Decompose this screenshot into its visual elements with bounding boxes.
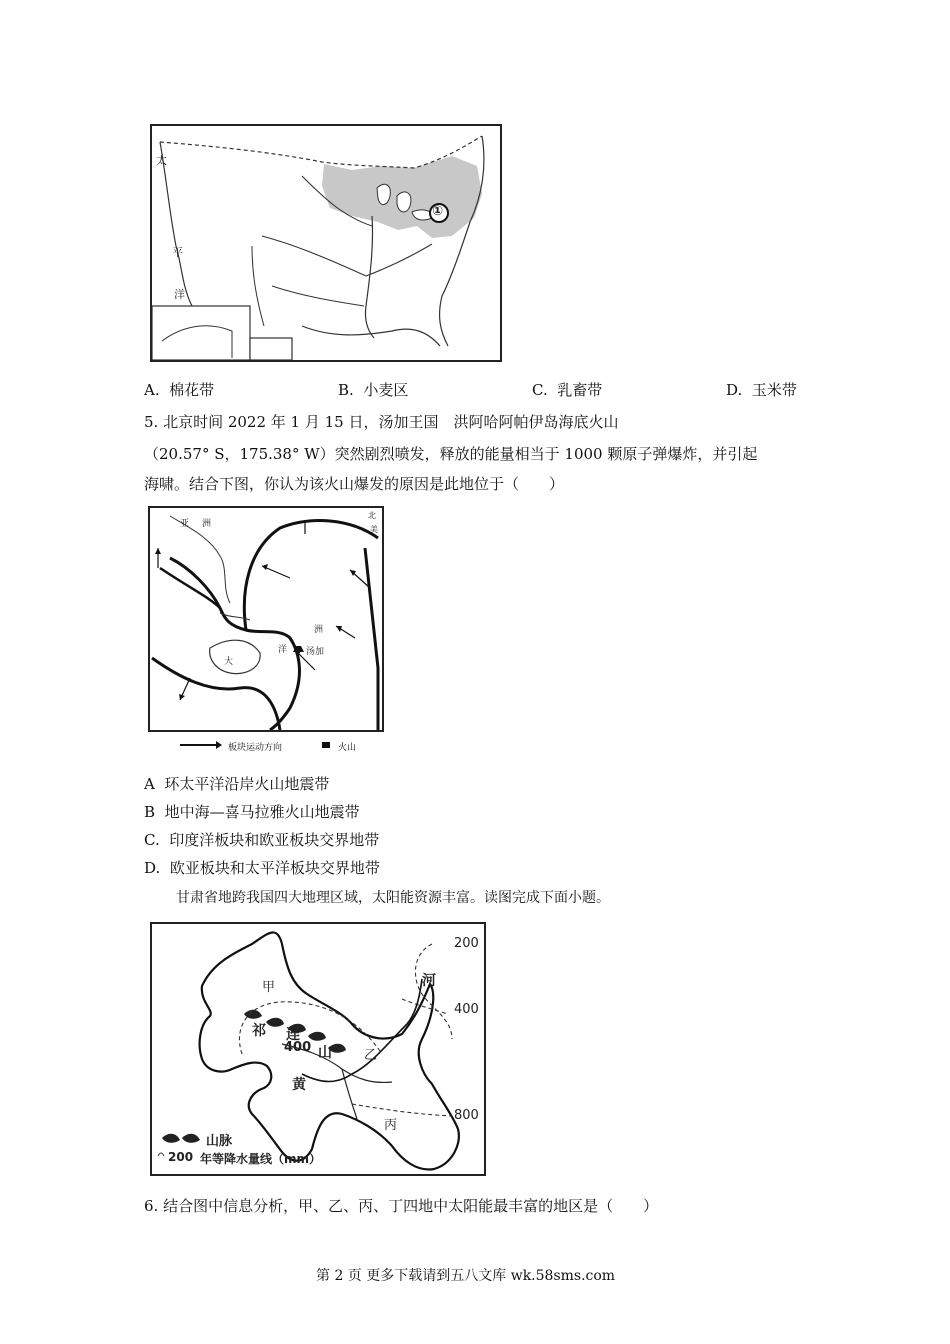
- q4-option-d-text: 玉米带: [751, 381, 797, 399]
- q6-stem: 6. 结合图中信息分析，甲、乙、丙、丁四地中太阳能最丰富的地区是（ ）: [144, 1197, 659, 1215]
- plate-map-drawing: [150, 508, 382, 730]
- q4-option-a-text: 棉花带: [169, 381, 215, 399]
- q4-option-c[interactable]: [532, 380, 602, 400]
- gansu-intro: 甘肃省地跨我国四大地理区域，太阳能资源丰富。读图完成下面小题。: [176, 890, 610, 906]
- north-america-label-1: 北: [368, 511, 376, 520]
- q4-option-c-text: 乳畜带: [557, 381, 603, 399]
- arrow-legend-head-icon: [216, 741, 222, 749]
- volcano-legend-text: 火山: [338, 743, 357, 753]
- asia-label-1: 亚: [180, 519, 190, 529]
- q5-option-b-key: B: [144, 803, 156, 821]
- plate-map-legend: [150, 740, 386, 758]
- tonga-label: 汤加: [306, 647, 325, 657]
- pacific-label-1: 太: [156, 154, 167, 167]
- pacific-label-3: 洋: [174, 288, 185, 301]
- q5-stem-line-3: 海啸。结合下图，你认为该火山爆发的原因是此地位于（ ）: [144, 475, 565, 493]
- q5-option-d-key: D.: [144, 859, 161, 877]
- q4-option-d-key: D.: [726, 381, 743, 399]
- dairy-belt-marker: ①: [432, 204, 444, 219]
- arrow-legend-text: 板块运动方向: [228, 743, 283, 753]
- yellow-river-huang-label: 黄: [292, 1077, 306, 1093]
- q4-option-b-key: B.: [338, 381, 354, 399]
- q4-option-a[interactable]: [144, 380, 214, 400]
- q5-option-a-text: 环太平洋沿岸火山地震带: [164, 775, 330, 793]
- usa-map-drawing: [152, 126, 500, 360]
- q5-option-b[interactable]: [144, 802, 360, 822]
- volcano-legend-icon: [322, 742, 330, 748]
- region-bing-label: 丙: [384, 1118, 398, 1133]
- australia-label: 大: [224, 657, 234, 667]
- qilian-shan-label: 山: [318, 1045, 332, 1061]
- q5-option-a[interactable]: [144, 774, 329, 794]
- isohyet-400-right-label: 400: [454, 1002, 479, 1017]
- oceania-label-2: 洋: [278, 645, 288, 655]
- q5-stem-line-1: 5. 北京时间 2022 年 1 月 15 日，汤加王国 洪阿哈阿帕伊岛海底火山: [144, 413, 619, 431]
- pacific-plate-map: [148, 506, 384, 732]
- q5-option-c[interactable]: [144, 830, 379, 850]
- q5-option-d-text: 欧亚板块和太平洋板块交界地带: [169, 859, 380, 877]
- qilian-lian-label: 连: [286, 1027, 300, 1043]
- isohyet-400-left-label: 400: [284, 1040, 312, 1055]
- legend-isohyet-text: 年等降水量线（mm）: [200, 1152, 322, 1166]
- asia-label-2: 洲: [202, 519, 212, 529]
- qilian-qi-label: 祁: [252, 1023, 266, 1039]
- page-footer: 第 2 页 更多下载请到五八文库 wk.58sms.com: [316, 1268, 616, 1284]
- region-jia-label: 甲: [262, 980, 276, 995]
- river-he-label: 河: [422, 973, 436, 989]
- q4-option-c-key: C.: [532, 381, 548, 399]
- q5-option-b-text: 地中海—喜马拉雅火山地震带: [164, 803, 360, 821]
- q5-option-d[interactable]: [144, 858, 380, 878]
- q5-option-c-text: 印度洋板块和欧亚板块交界地带: [169, 831, 380, 849]
- usa-agriculture-map: [150, 124, 502, 362]
- oceania-label-1: 洲: [314, 625, 324, 635]
- gansu-map: [150, 922, 486, 1176]
- isohyet-800-label: 800: [454, 1108, 479, 1123]
- arrow-legend-icon: [180, 744, 218, 746]
- q4-option-d[interactable]: [726, 380, 797, 400]
- q5-option-c-key: C.: [144, 831, 160, 849]
- q5-option-a-key: A: [144, 775, 155, 793]
- pacific-label-2: 平: [172, 246, 183, 259]
- legend-isohyet-number: 200: [168, 1150, 194, 1164]
- region-yi-label: 乙: [364, 1048, 378, 1063]
- isohyet-200-label: 200: [454, 936, 479, 951]
- q4-option-b-text: 小麦区: [363, 381, 409, 399]
- q4-option-b[interactable]: [338, 380, 408, 400]
- north-america-label-2: 美: [370, 525, 378, 534]
- legend-mountain-text: 山脉: [206, 1134, 233, 1149]
- q5-stem-line-2: （20.57° S，175.38° W）突然剧烈喷发，释放的能量相当于 1000 颗原子弹爆炸，并引起: [144, 445, 758, 463]
- q4-option-a-key: A.: [144, 381, 160, 399]
